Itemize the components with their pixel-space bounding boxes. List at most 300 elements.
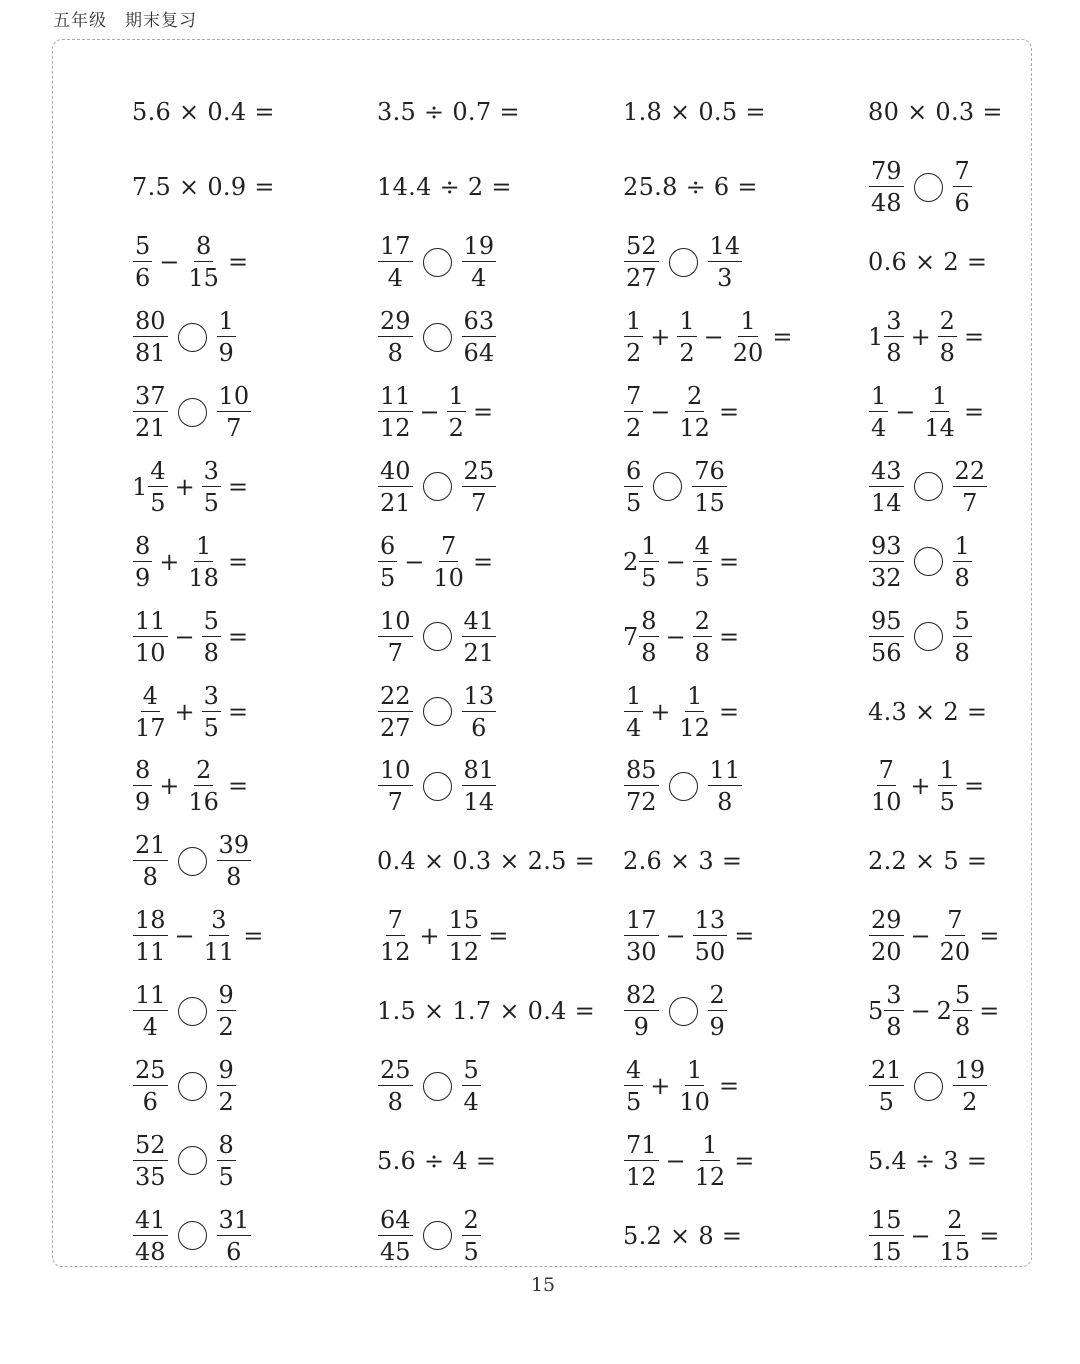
operator: − [910,922,931,951]
numerator: 3 [203,681,219,710]
fraction-stack [378,232,413,293]
equals-sign: = [979,997,1000,1026]
exercise-item [623,150,868,225]
exercise-item [132,749,377,824]
equals-sign: = [979,922,1000,951]
denominator: 56 [871,638,902,667]
operator: − [895,398,916,426]
whole-number: 1 [868,323,884,352]
denominator: 8 [203,638,219,667]
compare-circle [423,472,452,501]
operator: − [174,622,195,651]
exercise-item [868,150,1080,225]
fraction [937,906,974,967]
fraction [132,1130,169,1191]
fraction-stack [378,756,413,817]
numerator: 7 [441,531,457,560]
fraction [377,307,414,368]
fraction [377,232,414,293]
denominator: 27 [626,264,657,293]
operator: − [174,922,195,951]
denominator: 9 [135,563,151,592]
exercise-item [377,225,623,300]
denominator: 21 [135,414,166,442]
denominator: 5 [203,488,219,517]
operator: + [650,697,671,726]
expression-text: 5.6 × 0.4 = [132,98,275,127]
exercise-item [377,300,623,375]
operator: − [665,922,686,951]
numerator: 19 [954,1056,986,1085]
numerator: 5 [954,981,971,1010]
fraction [216,307,237,368]
compare-circle [178,1221,207,1250]
fraction-stack [133,1205,168,1266]
fraction-stack [869,157,904,218]
denominator: 2 [626,414,642,442]
fraction [623,981,660,1042]
fraction-stack [869,606,904,667]
expression-text: 0.6 × 2 = [868,248,988,277]
fraction [185,756,222,817]
fraction-stack [217,1056,236,1117]
denominator: 9 [218,339,234,368]
fraction [132,981,169,1042]
denominator: 11 [135,938,166,967]
equals-sign: = [227,622,249,651]
numerator: 15 [871,1205,902,1234]
fraction-stack [133,831,168,892]
denominator: 8 [694,638,710,667]
denominator: 18 [188,563,219,592]
expression-text: 25.8 ÷ 6 = [623,173,758,202]
fraction-stack [869,384,888,440]
fraction [937,756,958,817]
fraction [676,681,713,742]
denominator: 11 [203,938,235,967]
exercise-item [377,524,623,599]
numerator: 1 [641,531,657,560]
denominator: 32 [871,563,902,592]
numerator: 3 [203,456,219,485]
exercise-item [868,375,1080,450]
exercise-item [132,75,377,150]
numerator: 76 [694,456,725,485]
numerator: 37 [135,382,166,410]
fraction-stack [869,756,904,817]
numerator: 71 [626,1130,657,1159]
fraction-stack [378,906,413,967]
fraction-stack [884,307,903,368]
numerator: 2 [709,981,725,1010]
fraction [132,1205,169,1266]
fraction [446,384,467,440]
numerator: 5 [954,606,970,635]
numerator: 1 [687,681,703,710]
fraction [868,157,905,218]
fraction [936,981,974,1042]
fraction-stack [677,681,712,742]
fraction-stack [133,307,168,368]
fraction-stack [624,384,643,440]
equals-sign: = [227,772,249,801]
fraction [430,531,467,592]
fraction-stack [869,531,904,592]
denominator: 8 [886,1013,902,1042]
denominator: 7 [962,488,978,517]
fraction [623,456,644,517]
denominator: 3 [717,264,733,293]
compare-circle [914,547,943,576]
exercise-item [132,300,377,375]
fraction [201,681,222,742]
fraction [952,531,973,592]
exercise-grid [132,75,1080,1273]
exercise-item [132,899,377,974]
exercise-item [377,1123,623,1198]
denominator: 45 [380,1237,411,1266]
denominator: 9 [633,1013,649,1042]
page-number: 15 [530,1274,556,1296]
fraction [623,681,644,742]
denominator: 2 [626,339,642,368]
fraction [216,1056,237,1117]
denominator: 2 [218,1088,234,1117]
fraction-stack [217,384,252,440]
denominator: 12 [679,414,710,442]
fraction-stack [708,232,743,293]
fraction-stack [624,906,659,967]
fraction [952,1056,989,1117]
denominator: 8 [641,638,657,667]
denominator: 27 [380,713,411,742]
numerator: 17 [380,232,411,261]
fraction-stack [869,1205,904,1266]
exercise-item [623,749,868,824]
fraction-stack [693,1130,728,1191]
denominator: 12 [380,938,411,967]
equals-sign: = [979,1221,1000,1250]
fraction-stack [378,307,413,368]
numerator: 39 [218,831,250,860]
fraction-stack [624,981,659,1042]
operator: − [665,547,686,576]
denominator: 15 [188,264,219,293]
fraction [623,756,660,817]
denominator: 14 [463,788,495,817]
numerator: 14 [709,232,741,261]
fraction [623,232,660,293]
fraction [707,981,728,1042]
fraction [461,456,498,517]
denominator: 4 [142,1013,158,1042]
fraction [132,232,153,293]
exercise-item [377,974,623,1049]
fraction [868,384,889,440]
exercise-item [132,1049,377,1124]
denominator: 72 [626,788,657,817]
numerator: 1 [939,756,955,785]
denominator: 9 [709,1013,725,1042]
fraction-stack [462,756,497,817]
numerator: 18 [135,906,166,935]
numerator: 25 [380,1056,411,1085]
numerator: 5 [203,606,219,635]
operator: − [665,1146,686,1175]
numerator: 11 [380,382,411,410]
fraction [132,831,169,892]
fraction [868,1205,905,1266]
exercise-item [623,225,868,300]
compare-circle [914,622,943,651]
exercise-item [868,749,1080,824]
numerator: 1 [218,307,234,336]
denominator: 5 [380,563,396,592]
fraction-stack [624,681,643,742]
numerator: 1 [954,531,970,560]
numerator: 13 [694,906,726,935]
fraction-stack [731,307,766,368]
operator: + [910,772,931,801]
fraction [623,606,660,667]
denominator: 10 [135,638,166,667]
fraction-stack [378,384,413,440]
fraction-stack [462,307,497,368]
numerator: 9 [218,981,234,1010]
numerator: 22 [380,681,411,710]
fraction [623,1130,660,1191]
operator: − [703,323,724,352]
exercise-item [377,375,623,450]
operator: + [419,922,440,951]
denominator: 8 [886,339,902,368]
page-header: 五年级 期末复习 [53,11,197,31]
numerator: 8 [641,606,657,635]
fraction [868,456,905,517]
numerator: 1 [679,307,695,336]
numerator: 8 [135,756,151,785]
denominator: 64 [463,339,495,368]
numerator: 4 [150,456,166,485]
numerator: 3 [211,906,227,935]
fraction [676,1056,713,1117]
numerator: 3 [886,307,902,336]
expression-text: 80 × 0.3 = [868,98,1003,127]
fraction [377,1056,414,1117]
fraction-stack [624,1056,643,1117]
denominator: 15 [694,488,725,517]
denominator: 5 [626,488,642,517]
denominator: 17 [135,713,166,742]
fraction [937,307,958,368]
fraction-stack [677,307,696,368]
equals-sign: = [718,697,740,726]
denominator: 12 [679,713,710,742]
fraction [868,1056,905,1117]
denominator: 20 [732,339,764,368]
fraction-stack [217,981,236,1042]
fraction-stack [378,606,413,667]
fraction [201,456,222,517]
denominator: 48 [135,1237,166,1266]
denominator: 8 [717,788,733,817]
numerator: 11 [135,981,166,1010]
denominator: 6 [135,264,151,293]
fraction [921,384,958,440]
exercise-item [132,599,377,674]
denominator: 2 [962,1088,978,1117]
fraction-stack [938,1205,973,1266]
numerator: 1 [702,1130,718,1159]
numerator: 2 [463,1205,479,1234]
fraction-stack [202,681,221,742]
exercise-item [868,899,1080,974]
numerator: 31 [218,1205,250,1234]
numerator: 2 [694,606,710,635]
denominator: 8 [954,638,970,667]
fraction [707,232,744,293]
fraction [461,606,498,667]
fraction-stack [447,384,466,440]
numerator: 22 [954,456,986,485]
exercise-item [377,749,623,824]
denominator: 4 [463,1088,479,1117]
equals-sign: = [963,323,985,352]
operator: + [159,547,180,576]
fraction-stack [447,906,482,967]
numerator: 9 [218,1056,234,1085]
fraction [461,307,498,368]
numerator: 85 [626,756,657,785]
denominator: 6 [226,1237,242,1266]
fraction [676,384,713,440]
numerator: 29 [380,307,411,336]
fraction-stack [133,531,152,592]
denominator: 7 [387,788,403,817]
exercise-item [623,449,868,524]
fraction-stack [217,1130,236,1191]
fraction [868,981,905,1042]
exercise-item [132,225,377,300]
numerator: 79 [871,157,902,186]
fraction-stack [186,232,221,293]
numerator: 5 [135,232,151,261]
fraction-stack [217,831,252,892]
exercise-item [868,1049,1080,1124]
fraction-stack [431,531,466,592]
compare-circle [178,323,207,352]
denominator: 6 [954,189,970,218]
numerator: 7 [954,157,970,186]
whole-number: 7 [623,622,639,651]
fraction-stack [186,756,221,817]
denominator: 5 [203,713,219,742]
expression-text: 3.5 ÷ 0.7 = [377,98,520,127]
fraction-stack [869,456,904,517]
exercise-item [377,75,623,150]
fraction [868,756,905,817]
fraction-stack [133,906,168,967]
compare-circle [423,248,452,277]
compare-circle [669,772,698,801]
numerator: 80 [135,307,166,336]
fraction-stack [217,307,236,368]
denominator: 8 [387,1088,403,1117]
fraction [216,384,253,440]
numerator: 19 [463,232,495,261]
fraction [132,906,169,967]
fraction-stack [708,756,743,817]
exercise-item [868,674,1080,749]
fraction [185,531,222,592]
numerator: 1 [626,307,642,336]
numerator: 10 [380,756,411,785]
fraction [868,606,905,667]
numerator: 10 [380,606,411,635]
numerator: 1 [626,681,642,710]
exercise-item [132,1123,377,1198]
operator: + [159,772,180,801]
fraction-stack [639,606,658,667]
numerator: 7 [387,906,403,935]
denominator: 4 [871,414,887,442]
fraction [377,906,414,967]
expression-text: 0.4 × 0.3 × 2.5 = [377,847,596,876]
fraction-stack [186,531,221,592]
fraction-stack [133,681,168,742]
denominator: 4 [387,264,403,293]
fraction [201,606,222,667]
numerator: 25 [135,1056,166,1085]
fraction-stack [677,1056,712,1117]
numerator: 95 [871,606,902,635]
fraction [132,681,169,742]
fraction-stack [378,456,413,517]
expression-text: 5.2 × 8 = [623,1221,743,1250]
equals-sign: = [488,922,509,951]
exercise-item [868,1198,1080,1273]
denominator: 9 [135,788,151,817]
fraction-stack [624,232,659,293]
numerator: 8 [218,1130,234,1159]
fraction [952,606,973,667]
exercise-item [868,824,1080,899]
expression-text: 1.5 × 1.7 × 0.4 = [377,997,596,1026]
fraction [132,307,169,368]
fraction [937,1205,974,1266]
fraction-stack [953,531,972,592]
denominator: 30 [626,938,657,967]
exercise-item [132,150,377,225]
fraction [676,307,697,368]
denominator: 5 [939,788,955,817]
exercise-item [623,974,868,1049]
denominator: 8 [226,863,242,892]
denominator: 12 [448,938,480,967]
exercise-item [623,899,868,974]
exercise-item [623,375,868,450]
fraction [691,456,728,517]
denominator: 21 [380,488,411,517]
denominator: 2 [218,1013,234,1042]
numerator: 52 [135,1130,166,1159]
numerator: 93 [871,531,902,560]
denominator: 14 [871,488,902,517]
numerator: 1 [448,382,464,410]
fraction [132,384,169,440]
expression-text: 4.3 × 2 = [868,697,988,726]
numerator: 17 [626,906,657,935]
